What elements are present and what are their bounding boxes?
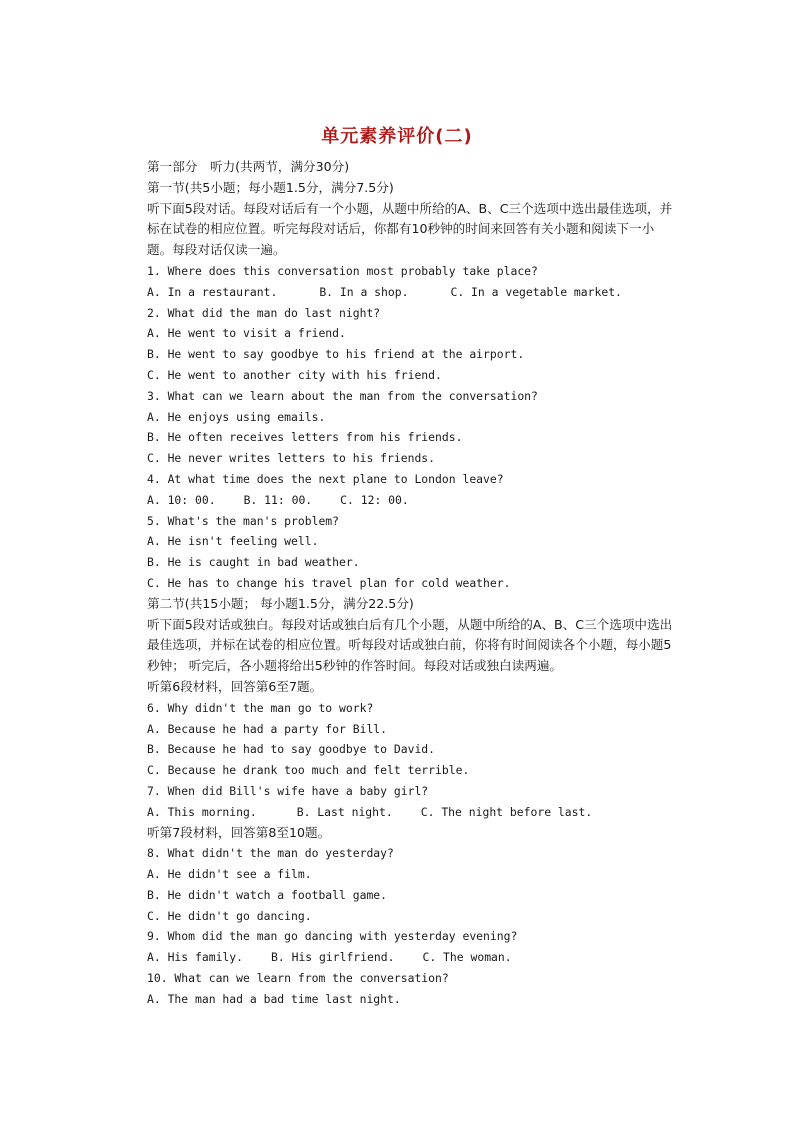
option-a: A. This morning. bbox=[147, 804, 257, 819]
part-heading: 第一部分 听力(共两节，满分30分) bbox=[147, 159, 350, 174]
material-heading: 听第6段材料，回答第6至7题。 bbox=[147, 678, 323, 694]
option-a: A. He isn't feeling well. bbox=[147, 534, 319, 549]
option-c: C. He didn't go dancing. bbox=[147, 908, 312, 923]
option-b: B. He went to say goodbye to his friend at the airport. bbox=[147, 347, 525, 362]
section-instructions: 听下面5段对话。每段对话后有一个小题，从题中所给的A、B、C三个选项中选出最佳选项，并标在试卷的相应位置。听完每段对话后，你都有10秒钟的时间来回答有关小题和阅读下一小题。每段对话仅读一遍。 bbox=[147, 200, 673, 258]
section-heading: 第一节(共5小题；每小题1.5分，满分7.5分) bbox=[147, 179, 394, 195]
material-heading: 听第7段材料，回答第8至10题。 bbox=[147, 824, 331, 840]
option-a: A. Because he had a party for Bill. bbox=[147, 721, 388, 736]
question-8: 8. What didn't the man do yesterday? bbox=[147, 846, 394, 861]
question-5: 5. What's the man's problem? bbox=[147, 513, 340, 528]
option-b: B. In a shop. bbox=[319, 284, 409, 299]
option-b: B. His girlfriend. bbox=[271, 950, 395, 965]
option-b: B. 11: 00. bbox=[243, 492, 313, 507]
question-4: 4. At what time does the next plane to London leave? bbox=[147, 471, 504, 486]
option-a: A. He went to visit a friend. bbox=[147, 326, 346, 341]
option-a: A. He enjoys using emails. bbox=[147, 409, 326, 424]
option-c: C. The night before last. bbox=[420, 804, 593, 819]
option-c: C. He never writes letters to his friends. bbox=[147, 451, 436, 466]
option-c: C. He went to another city with his friend. bbox=[147, 367, 442, 382]
option-a: A. His family. bbox=[147, 950, 244, 965]
question-3: 3. What can we learn about the man from the conversation? bbox=[147, 388, 538, 403]
option-b: B. He is caught in bad weather. bbox=[147, 555, 360, 570]
option-a: A. 10: 00. bbox=[147, 492, 216, 507]
option-b: B. He often receives letters from his friends. bbox=[147, 430, 463, 445]
question-7: 7. When did Bill's wife have a baby girl? bbox=[147, 783, 429, 798]
question-1-options bbox=[147, 282, 677, 303]
section-heading: 第二节(共15小题； 每小题1.5分，满分22.5分) bbox=[147, 595, 414, 611]
option-b: B. Because he had to say goodbye to David. bbox=[147, 742, 436, 757]
option-c: C. 12: 00. bbox=[340, 492, 409, 507]
exam-body bbox=[147, 157, 677, 1010]
option-c: C. Because he drank too much and felt terrible. bbox=[147, 763, 470, 778]
option-a: A. In a restaurant. bbox=[147, 284, 278, 299]
option-b: B. He didn't watch a football game. bbox=[147, 887, 388, 902]
option-c: C. He has to change his travel plan for cold weather. bbox=[147, 575, 511, 590]
option-b: B. Last night. bbox=[296, 804, 393, 819]
question-7-options bbox=[147, 802, 677, 823]
option-a: A. He didn't see a film. bbox=[147, 867, 312, 882]
question-1: 1. Where does this conversation most probably take place? bbox=[147, 263, 538, 278]
question-10: 10. What can we learn from the conversation? bbox=[147, 971, 449, 986]
option-c: C. The woman. bbox=[422, 950, 512, 965]
page-title: 单元素养评价(二) bbox=[321, 126, 473, 147]
question-6: 6. Why didn't the man go to work? bbox=[147, 700, 374, 715]
option-a: A. The man had a bad time last night. bbox=[147, 991, 401, 1006]
question-9-options bbox=[147, 947, 677, 968]
question-4-options bbox=[147, 490, 677, 511]
section-instructions: 听下面5段对话或独白。每段对话或独白后有几个小题，从题中所给的A、B、C三个选项中选出最佳选项，并标在试卷的相应位置。听每段对话或独白前，你将有时间阅读各个小题，每小题5秒钟； 听完后，各小题将给出5秒钟的作答时间。每段对话或独白读两遍。 bbox=[147, 616, 673, 674]
question-2: 2. What did the man do last night? bbox=[147, 305, 381, 320]
option-c: C. In a vegetable market. bbox=[450, 284, 622, 299]
question-9: 9. Whom did the man go dancing with yesterday evening? bbox=[147, 929, 518, 944]
